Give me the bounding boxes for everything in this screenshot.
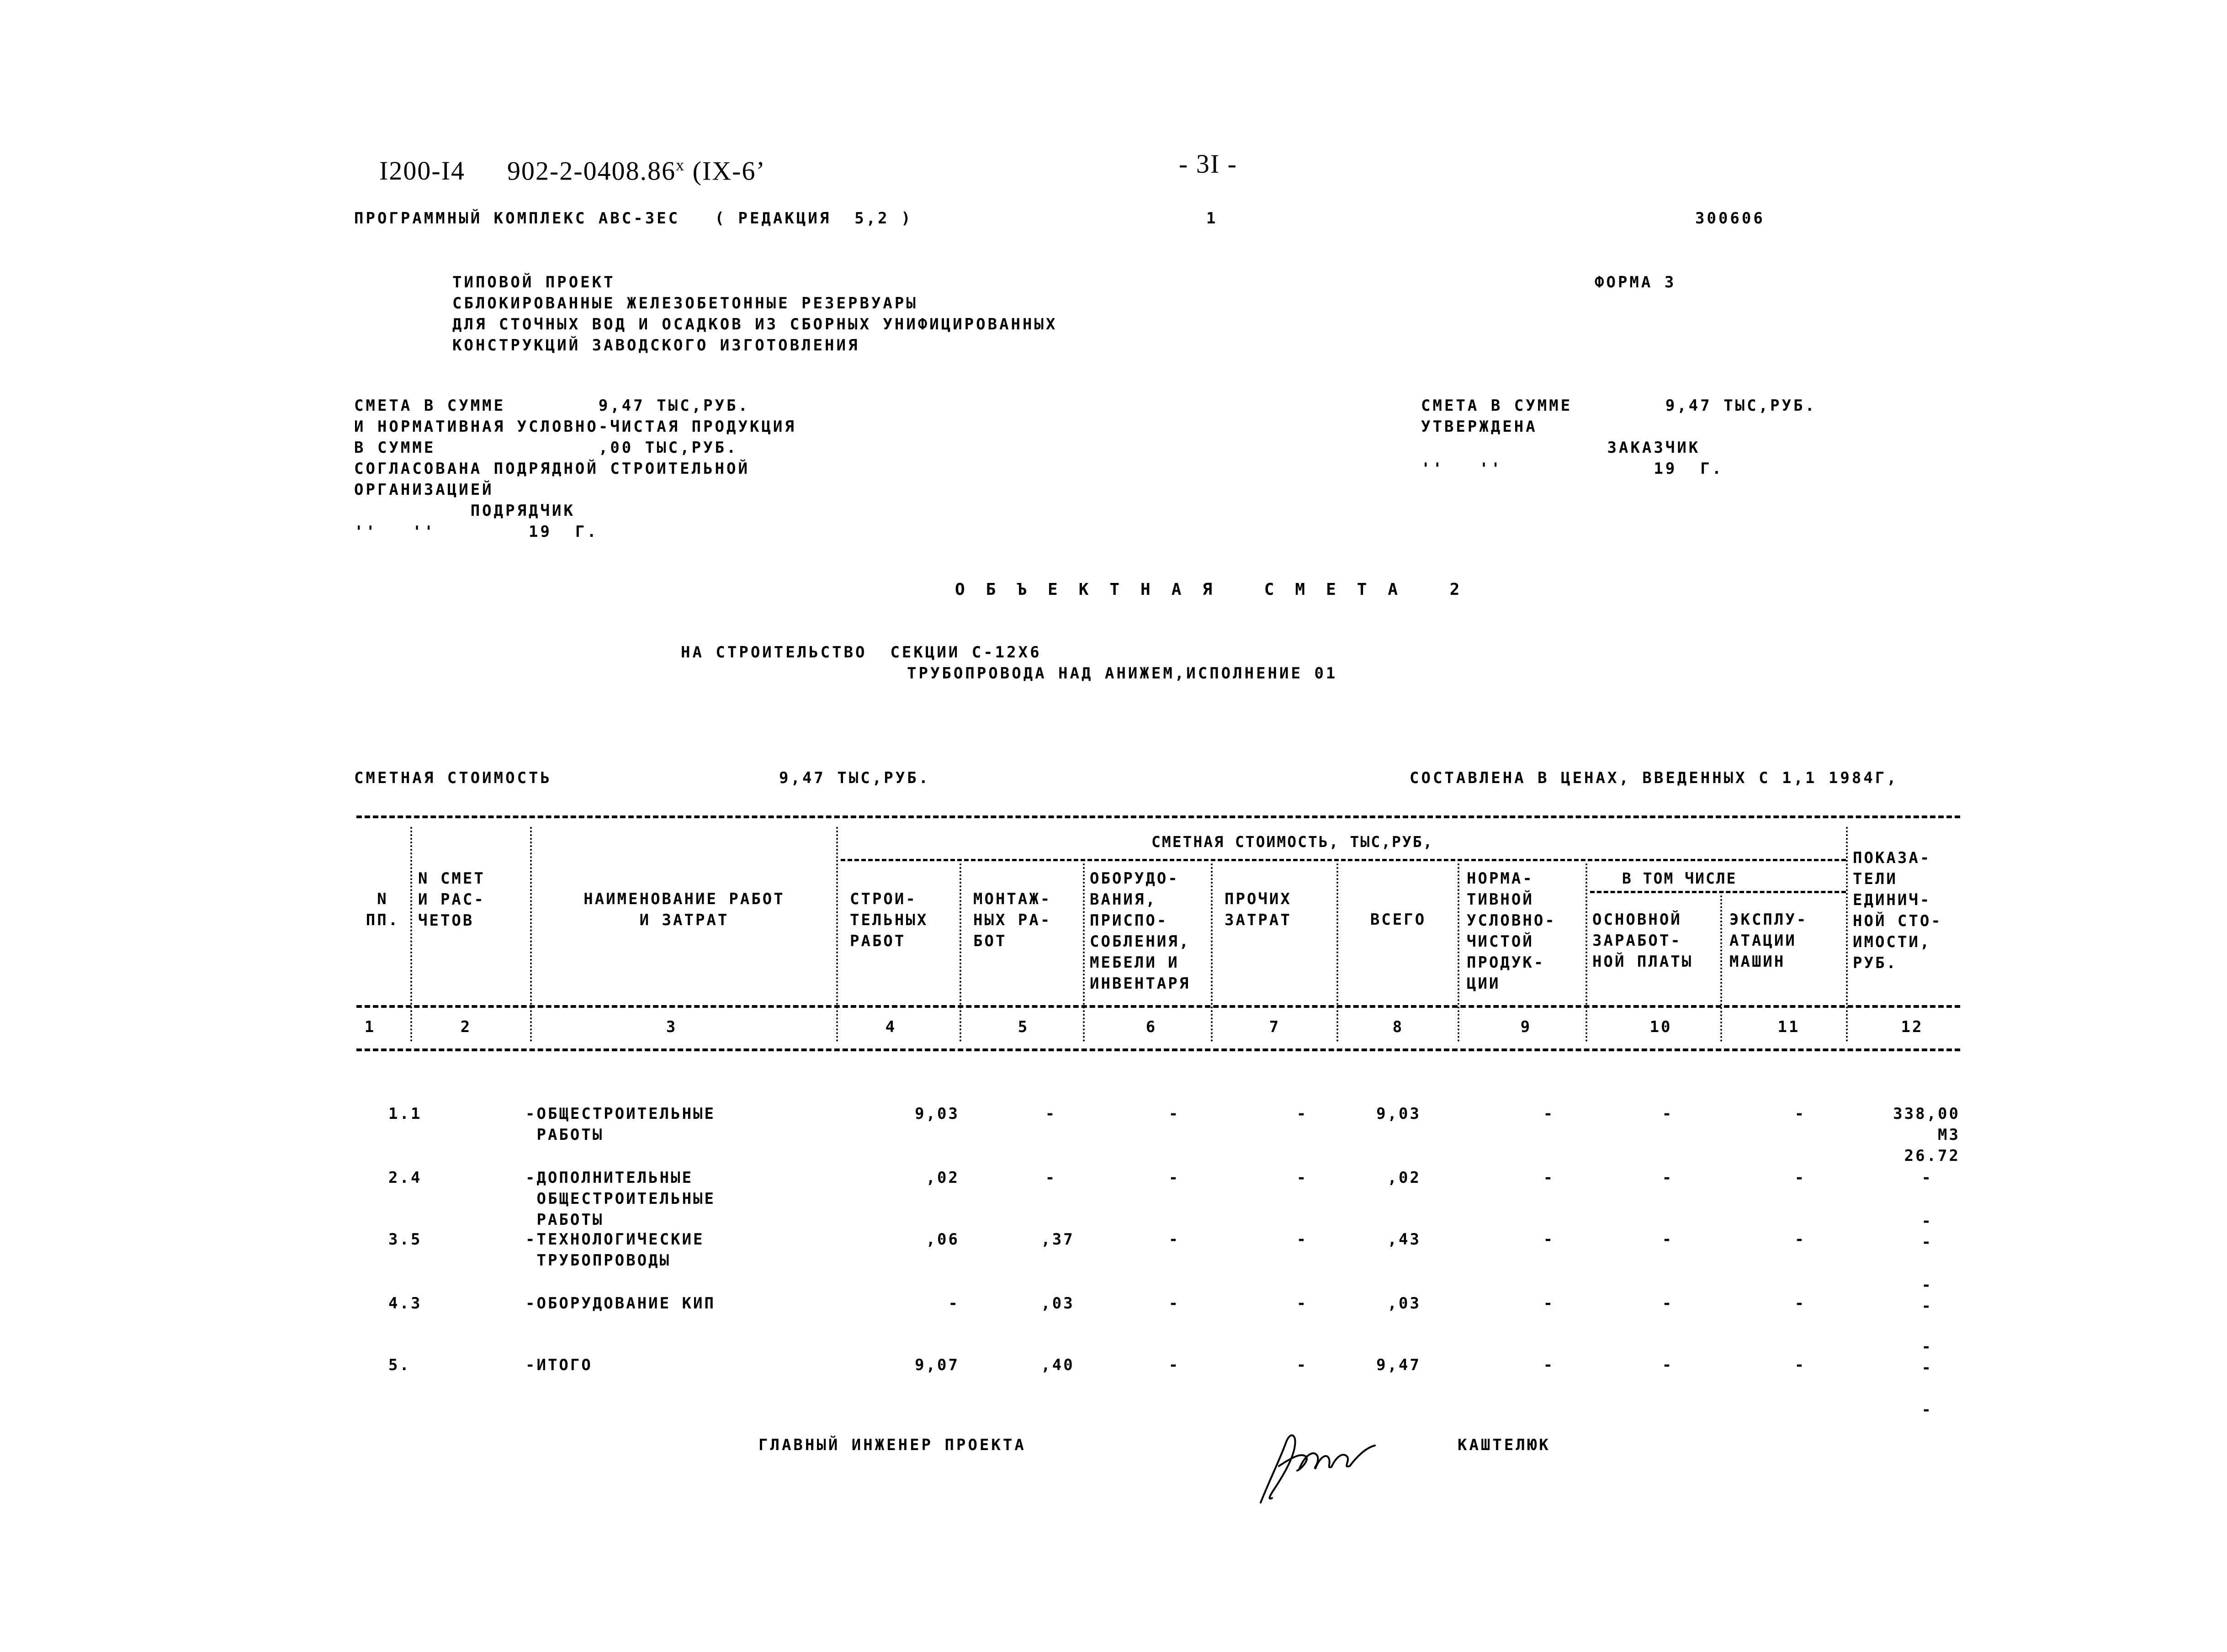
col-sep — [836, 827, 838, 1042]
row-1-c6: - — [1168, 1105, 1180, 1123]
row-3-c9: - — [1543, 1230, 1555, 1249]
program-line: ПРОГРАММНЫЙ КОМПЛЕКС АВС-3ЕС ( РЕДАКЦИЯ 5,2 ) — [354, 209, 913, 228]
col-sep — [960, 863, 961, 1042]
header-col-12: ПОКАЗА- ТЕЛИ ЕДИНИЧ- НОЙ СТО- ИМОСТИ, РУБ. — [1853, 849, 1942, 972]
col-number: 11 — [1777, 1018, 1800, 1036]
row-4-c8: ,03 — [1387, 1294, 1421, 1313]
row-2-c7: - — [1296, 1169, 1308, 1187]
row-5-c10: - — [1662, 1356, 1674, 1374]
col-numbers-bottom-rule — [356, 1048, 1960, 1051]
col-number: 3 — [666, 1018, 678, 1036]
group-header: СМЕТНАЯ СТОИМОСТЬ, ТЫС,РУБ, — [1151, 833, 1434, 851]
header-col-7: ПРОЧИХ ЗАТРАТ — [1225, 890, 1292, 929]
row-1-c10: - — [1662, 1105, 1674, 1123]
row-3-num: 3.5 — [388, 1230, 422, 1249]
col-number: 6 — [1145, 1018, 1157, 1036]
row-5-c8: 9,47 — [1376, 1356, 1421, 1374]
row-4-c4: - — [948, 1294, 960, 1313]
col-number: 8 — [1392, 1018, 1404, 1036]
row-3-c4: ,06 — [926, 1230, 960, 1249]
row-1-c11: - — [1794, 1105, 1806, 1123]
row-2-c9: - — [1543, 1169, 1555, 1187]
group-header-rule — [841, 859, 1846, 861]
title-subline-2: ТРУБОПРОВОДА НАД АНИЖЕМ,ИСПОЛНЕНИЕ 01 — [907, 664, 1338, 683]
row-1-c7: - — [1296, 1105, 1308, 1123]
left-block-line-7: '' '' 19 Г. — [354, 523, 599, 541]
doc-code: 300606 — [1695, 209, 1765, 228]
col-number: 9 — [1520, 1018, 1532, 1036]
row-3-c10: - — [1662, 1230, 1674, 1249]
left-block-line-4: СОГЛАСОВАНА ПОДРЯДНОЙ СТРОИТЕЛЬНОЙ — [354, 460, 750, 478]
project-code-suffix: (IX-6ʼ — [692, 156, 766, 186]
row-2-c10: - — [1662, 1169, 1674, 1187]
row-3-c11: - — [1794, 1230, 1806, 1249]
project-line-1: ТИПОВОЙ ПРОЕКТ — [452, 273, 615, 291]
left-block-line-6: ПОДРЯДЧИК — [354, 502, 575, 520]
document-title: ОБЪЕКТНАЯ СМЕТА 2 — [955, 580, 1481, 599]
row-5-c5: ,40 — [1041, 1356, 1075, 1374]
col-number: 12 — [1901, 1018, 1924, 1036]
row-4-c6: - — [1168, 1294, 1180, 1313]
header-col-1: N ПП. — [366, 890, 400, 929]
col-number: 1 — [364, 1018, 376, 1036]
row-5-name: -ИТОГО — [525, 1356, 593, 1374]
project-code — [507, 155, 766, 186]
sheet-number: 1 — [1206, 209, 1218, 228]
row-3-name: -ТЕХНОЛОГИЧЕСКИЕ ТРУБОПРОВОДЫ — [525, 1230, 705, 1270]
row-5-c6: - — [1168, 1356, 1180, 1374]
header-col-11: ЭКСПЛУ- АТАЦИИ МАШИН — [1729, 911, 1808, 971]
col-sep — [1458, 863, 1459, 1042]
signature-graphic — [1251, 1425, 1379, 1507]
row-2-name: -ДОПОЛНИТЕЛЬНЫЕ ОБЩЕСТРОИТЕЛЬНЫЕ РАБОТЫ — [525, 1169, 716, 1229]
left-block-line-1: СМЕТА В СУММЕ 9,47 ТЫС,РУБ. — [354, 397, 750, 415]
header-col-5: МОНТАЖ- НЫХ РА- БОТ — [973, 890, 1052, 950]
col-number: 5 — [1018, 1018, 1029, 1036]
project-line-2: СБЛОКИРОВАННЫЕ ЖЕЛЕЗОБЕТОННЫЕ РЕЗЕРВУАРЫ — [452, 294, 918, 312]
table-top-rule — [356, 815, 1960, 818]
col-number: 2 — [460, 1018, 472, 1036]
col-sep — [1211, 863, 1213, 1042]
row-4-num: 4.3 — [388, 1294, 422, 1313]
row-5-c11: - — [1794, 1356, 1806, 1374]
row-1-c8: 9,03 — [1376, 1105, 1421, 1123]
signature — [1243, 1416, 1371, 1498]
left-block-line-5: ОРГАНИЗАЦИЕЙ — [354, 481, 494, 499]
col-sep — [1846, 827, 1848, 1042]
row-4-c10: - — [1662, 1294, 1674, 1313]
row-3-c8: ,43 — [1387, 1230, 1421, 1249]
header-col-10: ОСНОВНОЙ ЗАРАБОТ- НОЙ ПЛАТЫ — [1592, 911, 1693, 971]
row-1-num: 1.1 — [388, 1105, 422, 1123]
project-code-sup: x — [676, 156, 685, 174]
header-col-9: НОРМА- ТИВНОЙ УСЛОВНО- ЧИСТОЙ ПРОДУК- ЦИИ — [1467, 869, 1556, 993]
subgroup-header: В ТОМ ЧИСЛЕ — [1622, 869, 1737, 887]
summary-value: 9,47 ТЫС,РУБ. — [779, 769, 931, 787]
col-sep — [410, 827, 412, 1042]
row-5-c7: - — [1296, 1356, 1308, 1374]
footer-name: КАШТЕЛЮК — [1458, 1436, 1551, 1454]
col-number: 4 — [885, 1018, 897, 1036]
row-1-c5: - — [1045, 1105, 1057, 1123]
summary-label: СМЕТНАЯ СТОИМОСТЬ — [354, 769, 552, 787]
row-1-c4: 9,03 — [915, 1105, 960, 1123]
page-number: - 3I - — [1179, 149, 1237, 179]
header-col-8: ВСЕГО — [1370, 911, 1426, 929]
row-2-c11: - — [1794, 1169, 1806, 1187]
row-3-c6: - — [1168, 1230, 1180, 1249]
row-5-c4: 9,07 — [915, 1356, 960, 1374]
row-2-c4: ,02 — [926, 1169, 960, 1187]
footer-role: ГЛАВНЫЙ ИНЖЕНЕР ПРОЕКТА — [758, 1436, 1026, 1454]
project-line-4: КОНСТРУКЦИЙ ЗАВОДСКОГО ИЗГОТОВЛЕНИЯ — [452, 336, 860, 355]
row-3-c12: - - — [1921, 1212, 1933, 1251]
row-2-c5: - — [1045, 1169, 1057, 1187]
row-4-c9: - — [1543, 1294, 1555, 1313]
row-1-name: -ОБЩЕСТРОИТЕЛЬНЫЕ РАБОТЫ — [525, 1105, 716, 1144]
row-4-c11: - — [1794, 1294, 1806, 1313]
row-2-c6: - — [1168, 1169, 1180, 1187]
row-5-c12: - - - — [1921, 1338, 1933, 1419]
left-block-line-3: В СУММЕ ,00 ТЫС,РУБ. — [354, 439, 738, 457]
col-sep — [1083, 863, 1085, 1042]
form-label: ФОРМА 3 — [1595, 273, 1676, 291]
row-5-num: 5. — [388, 1356, 411, 1374]
row-4-name: -ОБОРУДОВАНИЕ КИП — [525, 1294, 716, 1313]
header-col-6: ОБОРУДО- ВАНИЯ, ПРИСПО- СОБЛЕНИЯ, МЕБЕЛИ И ИНВЕНТАРЯ — [1090, 869, 1191, 993]
row-1-c12: 338,00 М3 26.72 — [1893, 1105, 1960, 1165]
row-3-c7: - — [1296, 1230, 1308, 1249]
right-block-line-1: СМЕТА В СУММЕ 9,47 ТЫС,РУБ. — [1421, 397, 1817, 415]
row-2-c12: - — [1921, 1169, 1933, 1187]
right-block-line-2: УТВЕРЖДЕНА — [1421, 418, 1538, 436]
row-3-c5: ,37 — [1041, 1230, 1075, 1249]
left-block-line-2: И НОРМАТИВНАЯ УСЛОВНО-ЧИСТАЯ ПРОДУКЦИЯ — [354, 418, 796, 436]
col-number: 7 — [1269, 1018, 1281, 1036]
summary-prices: СОСТАВЛЕНА В ЦЕНАХ, ВВЕДЕННЫХ С 1,1 1984Г, — [1410, 769, 1898, 787]
row-1-c9: - — [1543, 1105, 1555, 1123]
project-code-main: 902-2-0408.86 — [507, 156, 676, 186]
row-5-c9: - — [1543, 1356, 1555, 1374]
col-sep — [1336, 863, 1338, 1042]
doc-number: I200-I4 — [379, 156, 465, 185]
header-col-3: НАИМЕНОВАНИЕ РАБОТ И ЗАТРАТ — [583, 890, 785, 929]
col-sep — [1720, 895, 1722, 1042]
subgroup-header-rule — [1590, 891, 1846, 893]
row-2-num: 2.4 — [388, 1169, 422, 1187]
header-col-2: N СМЕТ И РАС- ЧЕТОВ — [418, 869, 485, 930]
col-sep — [1585, 863, 1587, 1042]
row-2-c8: ,02 — [1387, 1169, 1421, 1187]
title-subline-1: НА СТРОИТЕЛЬСТВО СЕКЦИИ С-12Х6 — [681, 643, 1042, 662]
row-4-c5: ,03 — [1041, 1294, 1075, 1313]
right-block-line-3: ЗАКАЗЧИК — [1421, 439, 1701, 457]
right-block-line-4: '' '' 19 Г. — [1421, 460, 1724, 478]
col-sep — [530, 827, 532, 1042]
header-col-4: СТРОИ- ТЕЛЬНЫХ РАБОТ — [850, 890, 928, 950]
row-4-c7: - — [1296, 1294, 1308, 1313]
row-4-c12: - - — [1921, 1276, 1933, 1315]
header-bottom-rule — [356, 1005, 1960, 1008]
col-number: 10 — [1649, 1018, 1672, 1036]
project-line-3: ДЛЯ СТОЧНЫХ ВОД И ОСАДКОВ ИЗ СБОРНЫХ УНИФИЦИРОВАННЫХ — [452, 315, 1058, 334]
